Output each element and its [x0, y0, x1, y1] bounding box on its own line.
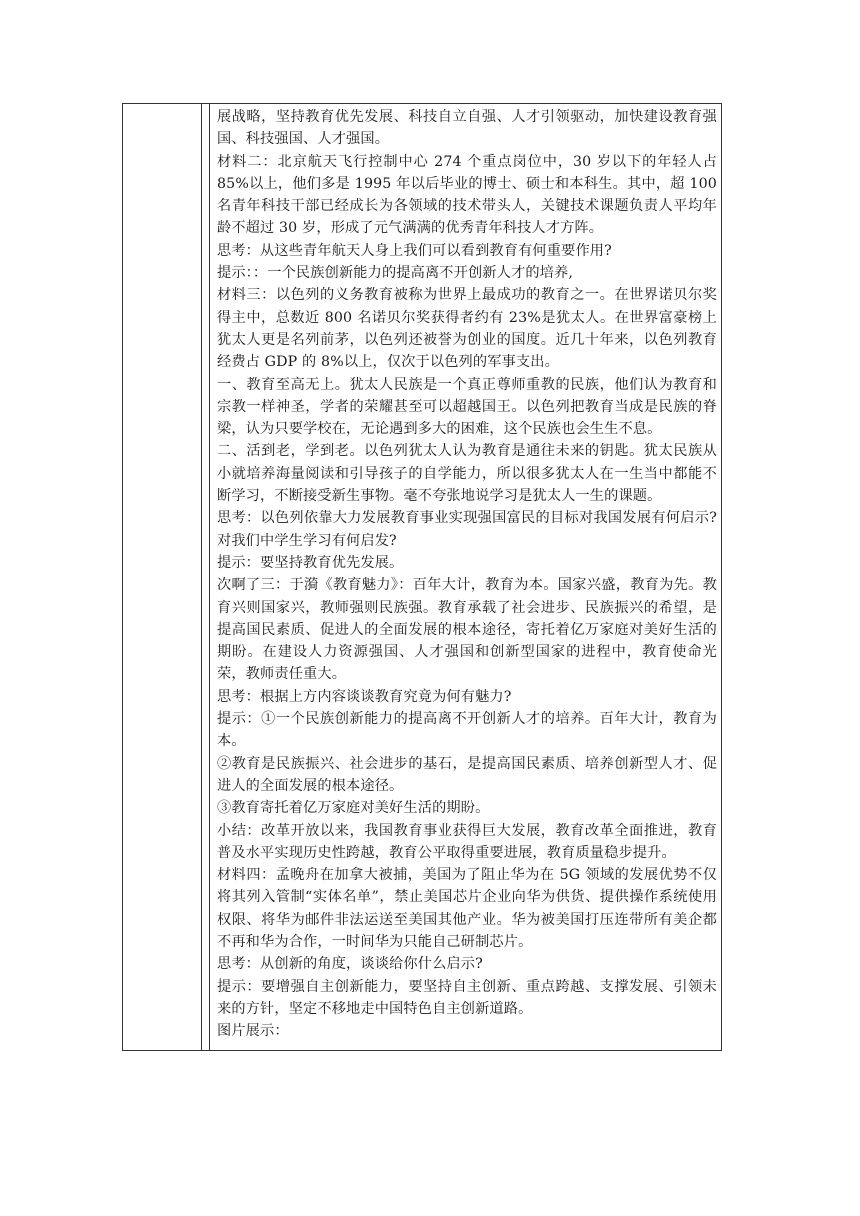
paragraph-question-1: 思考：从这些青年航天人身上我们可以看到教育有何重要作用?: [217, 242, 612, 259]
paragraph-question-4: 思考：从创新的角度，谈谈给你什么启示?: [217, 956, 483, 973]
column-divider: [209, 104, 210, 1050]
paragraph-hint-4: 提示：要增强自主创新能力，要坚持自主创新、重点跨越、支撑发展、引领未来的方针，坚定不移地走中国特色自主创新道路。: [217, 978, 717, 1017]
paragraph-material-4: 材料四：孟晚舟在加拿大被捕，美国为了阻止华为在 5G 领域的发展优势不仅将其列入管制“实体名单”，禁止美国芯片企业向华为供货、提供操作系统使用权限、将华为邮件非法运送至美国其他产业。华为被美国打压连带所有美企都不再和华为合作，一时间华为只能自己研制芯片。: [217, 867, 717, 950]
paragraph-material-3b: 次啊了三：于漪《教育魅力》：百年大计，教育为本。国家兴盛，教育为先。教育兴则国家兴，教师强则民族强。教育承载了社会进步、民族振兴的希望，是提高国民素质、促进人的全面发展的根本途径，寄托着亿万家庭对美好生活的期盼。在建设人力资源强国、人才强国和创新型国家的进程中，教育使命光荣，教师责任重大。: [217, 577, 717, 683]
paragraph-hint-1: 提示：：一个民族创新能力的提高离不开创新人才的培养,: [217, 265, 573, 282]
paragraph-summary: 小结：改革开放以来，我国教育事业获得巨大发展，教育改革全面推进，教育普及水平实现历史性跨越，教育公平取得重要进展，教育质量稳步提升。: [217, 822, 717, 861]
paragraph-image-display: 图片展示：: [217, 1023, 289, 1040]
paragraph-question-2: 思考：以色列依靠大力发展教育事业实现强国富民的目标对我国发展有何启示?对我们中学生学习有何启发?: [217, 510, 717, 549]
paragraph-hint-3b: ②教育是民族振兴、社会进步的基石，是提高国民素质、培养创新型人才、促进人的全面发展的根本途径。: [217, 755, 717, 794]
paragraph-material-2: 材料二：北京航天飞行控制中心 274 个重点岗位中，30 岁以下的年轻人占 85%以上，他们多是 1995 年以后毕业的博士、硕士和本科生。其中，超 100 名青年科技干部已经成长为各领域的技术带头人，关键技术课题负责人平均年龄不超过 30 岁，形成了元气满满的优秀青年科技人才方阵。: [217, 153, 717, 237]
paragraph-question-3: 思考：根据上方内容谈谈教育究竟为何有魅力?: [217, 688, 512, 705]
lesson-table: [122, 103, 722, 1051]
paragraph-strategy: 展战略，坚持教育优先发展、科技自立自强、人才引领驱动，加快建设教育强国、科技强国、人才强国。: [217, 109, 717, 148]
paragraph-hint-3a: 提示：①一个民族创新能力的提高离不开创新人才的培养。百年大计，教育为本。: [217, 711, 717, 750]
paragraph-point-1: 一、教育至高无上。犹太人民族是一个真正尊师重教的民族，他们认为教育和宗教一样神圣，学者的荣耀甚至可以超越国王。以色列把教育当成是民族的脊梁，认为只要学校在，无论遇到多大的困难，这个民族也会生生不息。: [217, 376, 717, 438]
paragraph-point-2: 二、活到老，学到老。以色列犹太人认为教育是通往未来的钥匙。犹太民族从小就培养海量阅读和引导孩子的自学能力，所以很多犹太人在一生当中都能不断学习，不断接受新生事物。毫不夸张地说学习是犹太人一生的课题。: [217, 443, 717, 505]
column-divider: [201, 104, 202, 1050]
table-content-cell: [217, 106, 717, 1042]
table-left-cell: [123, 104, 201, 1050]
paragraph-hint-2: 提示：要坚持教育优先发展。: [217, 554, 404, 571]
paragraph-hint-3c: ③教育寄托着亿万家庭对美好生活的期盼。: [217, 800, 490, 817]
paragraph-material-3: 材料三：以色列的义务教育被称为世界上最成功的教育之一。在世界诺贝尔奖得主中，总数近 800 名诺贝尔奖获得者约有 23%是犹太人。在世界富豪榜上犹太人更是名列前茅，以色列还被誉为创业的国度。近几十年来，以色列教育经费占 GDP 的 8%以上，仅次于以色列的军事支出。: [217, 287, 717, 371]
